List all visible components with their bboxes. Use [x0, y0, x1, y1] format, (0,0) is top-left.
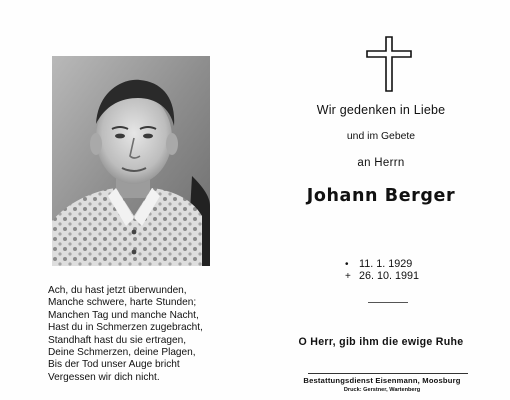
printer-credit: Druck: Gerstner, Wartenberg [343, 387, 421, 393]
remembrance-line-1: Wir gedenken in Liebe [316, 103, 446, 117]
remembrance-line-3: an Herrn [357, 157, 405, 169]
divider [368, 302, 408, 303]
poem [48, 285, 248, 384]
poem-line: Standhaft hast du sie ertragen, [48, 334, 187, 346]
poem-line: Manchen Tag und manche Nacht, [48, 309, 199, 321]
remembrance-line-2: und im Gebete [346, 131, 416, 142]
death-symbol: + [345, 271, 351, 282]
death-date-row [345, 270, 419, 282]
footer-divider [308, 373, 468, 374]
birth-symbol: • [345, 259, 349, 270]
prayer-text: O Herr, gib ihm die ewige Ruhe [298, 336, 464, 348]
poem-line: Hast du in Schmerzen zugebracht, [48, 322, 203, 334]
poem-line: Manche schwere, harte Stunden; [48, 297, 197, 309]
deceased-name: Johann Berger [306, 186, 456, 206]
funeral-home: Bestattungsdienst Eisenmann, Moosburg [303, 376, 461, 385]
death-date: 26. 10. 1991 [359, 270, 420, 282]
birth-date: 11. 1. 1929 [359, 258, 413, 270]
poem-line: Bis der Tod unser Auge bricht [48, 359, 180, 371]
poem-line: Ach, du hast jetzt überwunden, [48, 285, 187, 296]
portrait-photo [52, 56, 210, 266]
birth-date-row [345, 258, 412, 270]
poem-line: Deine Schmerzen, deine Plagen, [48, 347, 196, 359]
portrait-image [52, 56, 210, 266]
cross-icon [365, 36, 413, 92]
poem-line: Vergessen wir dich nicht. [48, 371, 160, 383]
